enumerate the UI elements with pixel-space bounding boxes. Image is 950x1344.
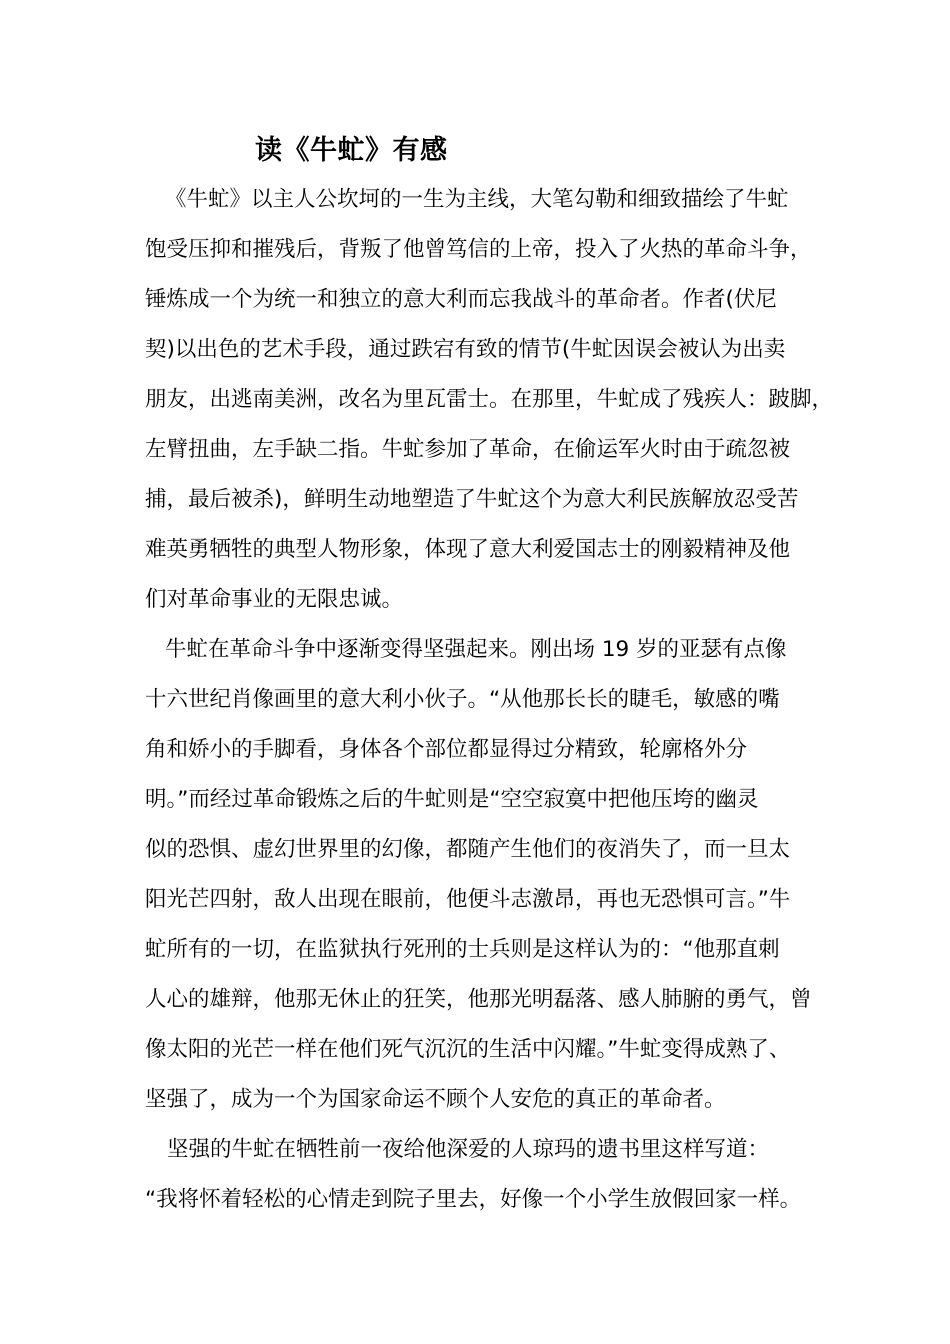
text-line: 朋友，出逃南美洲，改名为里瓦雷士。在那里，牛虻成了残疾人：跛脚， [145,387,834,412]
text-line: 像太阳的光芒一样在他们死气沉沉的生活中闪耀。”牛虻变得成熟了、 [145,1037,791,1062]
text-line: 十六世纪肖像画里的意大利小伙子。“从他那长长的睫毛，敏感的嘴 [145,687,780,712]
text-line: 左臂扭曲，左手缺二指。牛虻参加了革命，在偷运军火时由于疏忽被 [145,437,791,462]
text-line: “我将怀着轻松的心情走到院子里去，好像一个小学生放假回家一样。 [145,1187,802,1212]
text-line: 难英勇牺牲的典型人物形象，体现了意大利爱国志士的刚毅精神及他 [145,537,791,562]
text-line: 契)以出色的艺术手段，通过跌宕有致的情节(牛虻因误会被认为出卖 [145,337,786,362]
text-line: 捕，最后被杀)，鲜明生动地塑造了牛虻这个为意大利民族解放忍受苦 [145,487,799,512]
text-line: 阳光芒四射，敌人出现在眼前，他便斗志激昂，再也无恐惧可言。”牛 [145,887,791,912]
document-title: 读《牛虻》有感 [255,135,448,166]
text-line: 角和娇小的手脚看，身体各个部位都显得过分精致，轮廓格外分 [145,737,748,762]
text-line: 虻所有的一切，在监狱执行死刑的士兵则是这样认为的：“他那直刺 [145,937,780,962]
text-line: 明。”而经过革命锻炼之后的牛虻则是“空空寂寞中把他压垮的幽灵 [145,787,759,812]
text-line: 《牛虻》以主人公坎坷的一生为主线，大笔勾勒和细致描绘了牛虻 [165,187,789,212]
text-line: 们对革命事业的无限忠诚。 [145,587,404,612]
text-line: 似的恐惧、虚幻世界里的幻像，都随产生他们的夜消失了，而一旦太 [145,837,791,862]
text-line: 饱受压抑和摧残后，背叛了他曾笃信的上帝，投入了火热的革命斗争， [145,237,812,262]
text-line: 坚强的牛虻在牺牲前一夜给他深爱的人琼玛的遗书里这样写道： [167,1137,770,1162]
text-line: 人心的雄辩，他那无休止的狂笑，他那光明磊落、感人肺腑的勇气，曾 [145,987,812,1012]
text-line: 坚强了，成为一个为国家命运不顾个人安危的真正的革命者。 [145,1087,726,1112]
text-line: 锤炼成一个为统一和独立的意大利而忘我战斗的革命者。作者(伏尼 [145,287,777,312]
text-line: 牛虻在革命斗争中逐渐变得坚强起来。刚出场 19 岁的亚瑟有点像 [165,637,787,662]
